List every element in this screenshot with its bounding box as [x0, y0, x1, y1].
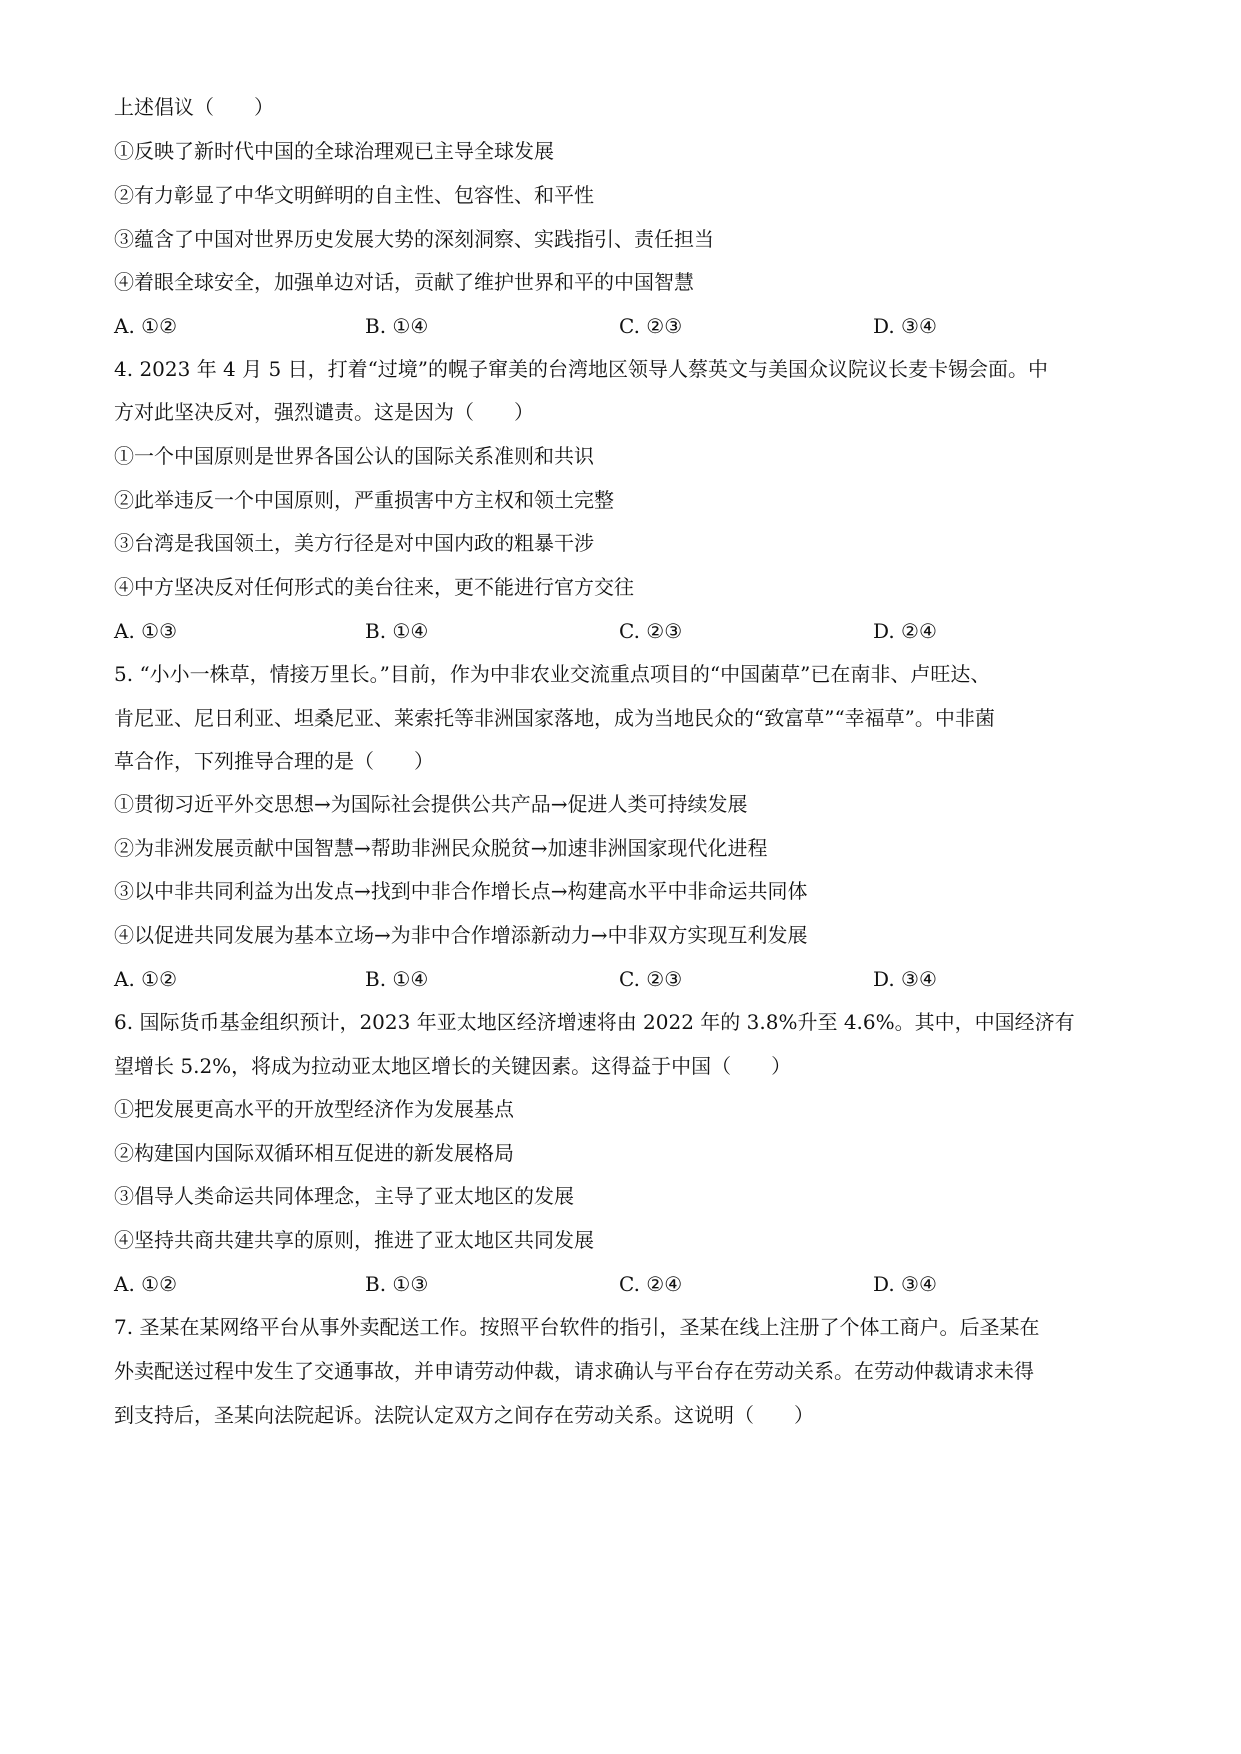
q4-option-b: B. ①④ — [365, 619, 429, 643]
q6-item-3: ③倡导人类命运共同体理念，主导了亚太地区的发展 — [114, 1184, 574, 1208]
q4-item-2: ②此举违反一个中国原则，严重损害中方主权和领土完整 — [114, 488, 614, 512]
q3-option-c: C. ②③ — [619, 314, 683, 338]
q3-options — [114, 312, 1134, 340]
q7-stem-line-2: 外卖配送过程中发生了交通事故，并申请劳动仲裁，请求确认与平台存在劳动关系。在劳动仲裁请求未得 — [114, 1359, 1034, 1383]
q6-stem-line-1: 6. 国际货币基金组织预计，2023 年亚太地区经济增速将由 2022 年的 3.8%升至 4.6%。其中，中国经济有 — [114, 1010, 1075, 1034]
q5-item-3: ③以中非共同利益为出发点→找到中非合作增长点→构建高水平中非命运共同体 — [114, 879, 808, 903]
q5-option-d: D. ③④ — [873, 967, 937, 991]
q3-option-b: B. ①④ — [365, 314, 429, 338]
q6-item-2: ②构建国内国际双循环相互促进的新发展格局 — [114, 1141, 514, 1165]
q6-item-4: ④坚持共商共建共享的原则，推进了亚太地区共同发展 — [114, 1228, 594, 1252]
q5-item-2: ②为非洲发展贡献中国智慧→帮助非洲民众脱贫→加速非洲国家现代化进程 — [114, 836, 768, 860]
q6-stem-line-2: 望增长 5.2%，将成为拉动亚太地区增长的关键因素。这得益于中国（ ） — [114, 1054, 792, 1078]
q5-option-b: B. ①④ — [365, 967, 429, 991]
q3-item-4: ④着眼全球安全，加强单边对话，贡献了维护世界和平的中国智慧 — [114, 270, 694, 294]
q4-stem-line-2: 方对此坚决反对，强烈谴责。这是因为（ ） — [114, 400, 534, 424]
q3-option-d: D. ③④ — [873, 314, 937, 338]
q3-option-a: A. ①② — [114, 314, 178, 338]
q4-item-1: ①一个中国原则是世界各国公认的国际关系准则和共识 — [114, 444, 594, 468]
q3-item-2: ②有力彰显了中华文明鲜明的自主性、包容性、和平性 — [114, 183, 594, 207]
q6-item-1: ①把发展更高水平的开放型经济作为发展基点 — [114, 1097, 514, 1121]
q6-options — [114, 1270, 1134, 1298]
q5-stem-line-3: 草合作，下列推导合理的是（ ） — [114, 749, 434, 773]
q6-option-a: A. ①② — [114, 1272, 178, 1296]
q4-stem-line-1: 4. 2023 年 4 月 5 日，打着“过境”的幌子窜美的台湾地区领导人蔡英文与美国众议院议长麦卡锡会面。中 — [114, 357, 1049, 381]
q4-option-a: A. ①③ — [114, 619, 178, 643]
q4-options — [114, 617, 1134, 645]
q7-stem-line-3: 到支持后，圣某向法院起诉。法院认定双方之间存在劳动关系。这说明（ ） — [114, 1403, 814, 1427]
q6-option-c: C. ②④ — [619, 1272, 683, 1296]
q5-item-1: ①贯彻习近平外交思想→为国际社会提供公共产品→促进人类可持续发展 — [114, 792, 748, 816]
q3-item-3: ③蕴含了中国对世界历史发展大势的深刻洞察、实践指引、责任担当 — [114, 227, 714, 251]
q5-stem-line-2: 肯尼亚、尼日利亚、坦桑尼亚、莱索托等非洲国家落地，成为当地民众的“致富草”“幸福草”。中非菌 — [114, 706, 995, 730]
q3-stem: 上述倡议（ ） — [114, 95, 274, 119]
q4-item-4: ④中方坚决反对任何形式的美台往来，更不能进行官方交往 — [114, 575, 634, 599]
q7-stem-line-1: 7. 圣某在某网络平台从事外卖配送工作。按照平台软件的指引，圣某在线上注册了个体工商户。后圣某在 — [114, 1315, 1040, 1339]
q3-item-1: ①反映了新时代中国的全球治理观已主导全球发展 — [114, 139, 554, 163]
q5-option-c: C. ②③ — [619, 967, 683, 991]
q5-option-a: A. ①② — [114, 967, 178, 991]
q5-item-4: ④以促进共同发展为基本立场→为非中合作增添新动力→中非双方实现互利发展 — [114, 923, 808, 947]
q6-option-b: B. ①③ — [365, 1272, 429, 1296]
q6-option-d: D. ③④ — [873, 1272, 937, 1296]
q5-stem-line-1: 5. “小小一株草，情接万里长。”目前，作为中非农业交流重点项目的“中国菌草”已在南非、卢旺达、 — [114, 662, 991, 686]
q4-item-3: ③台湾是我国领土，美方行径是对中国内政的粗暴干涉 — [114, 531, 594, 555]
q5-options — [114, 965, 1134, 993]
q4-option-c: C. ②③ — [619, 619, 683, 643]
q4-option-d: D. ②④ — [873, 619, 937, 643]
